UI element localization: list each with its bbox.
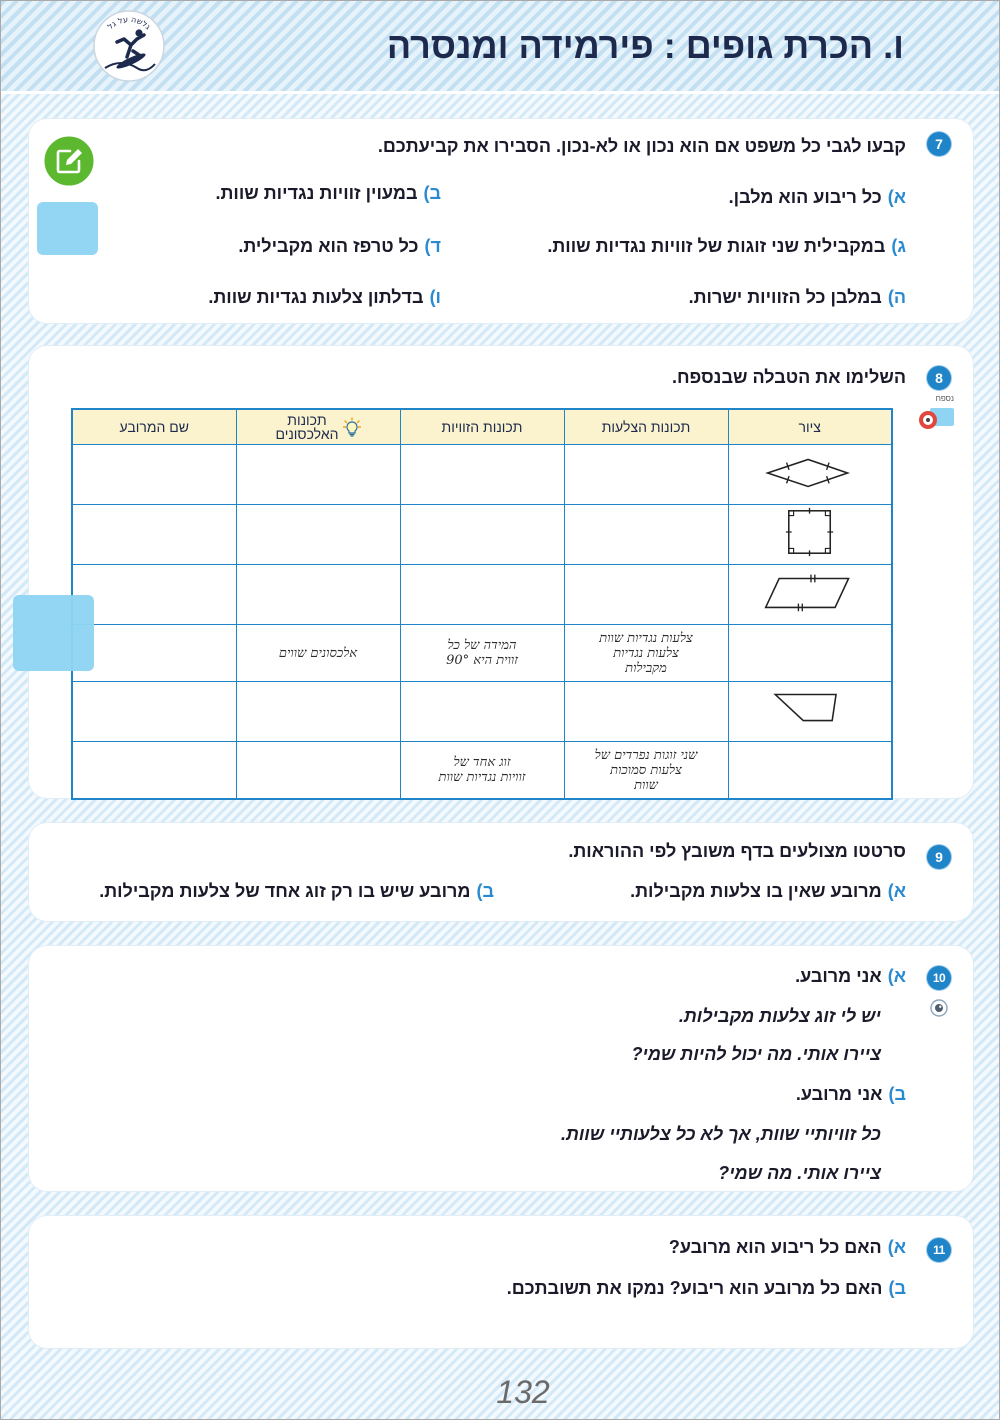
item-text: מרובע שיש בו רק זוג אחד של צלעות מקבילות. xyxy=(99,881,471,901)
header-drawing: ציור xyxy=(728,409,892,445)
name-cell[interactable] xyxy=(72,742,236,800)
exercise-10-panel xyxy=(29,946,973,1191)
appendix-icon[interactable] xyxy=(914,396,956,436)
item-d xyxy=(238,235,441,257)
logo-text: גלשה על גל xyxy=(105,14,153,32)
exercise-number: 10 xyxy=(927,966,951,990)
pencil-edit-icon[interactable] xyxy=(40,132,98,190)
table-header-row xyxy=(72,409,892,445)
parallelogram-drawing xyxy=(730,565,890,619)
sides-cell[interactable]: צלעות נגדיות שוות צלעות נגדיות מקבילות xyxy=(564,625,728,682)
item-text: כל טרפז הוא מקבילית. xyxy=(238,236,419,256)
item-b xyxy=(99,880,494,902)
part-a-line-1: יש לי זוג צלעות מקבילות. xyxy=(678,1006,881,1026)
header-name: שם המרובע xyxy=(72,409,236,445)
item-text: אני מרובע. xyxy=(795,1084,883,1104)
quadrilaterals-table xyxy=(71,408,893,800)
exercise-11-panel xyxy=(29,1216,973,1348)
angles-cell[interactable] xyxy=(400,505,564,565)
header-angles: תכונות הזוויות xyxy=(400,409,564,445)
item-label: א) xyxy=(887,966,906,986)
page-title: ו. הכרת גופים : פירמידה ומנסרה xyxy=(386,25,904,66)
item-text: כל ריבוע הוא מלבן. xyxy=(728,187,882,207)
item-label: ו) xyxy=(429,287,441,307)
item-c xyxy=(547,235,906,257)
item-label: ג) xyxy=(891,236,906,256)
page-header xyxy=(1,1,999,94)
item-a xyxy=(729,186,906,208)
drawing-cell xyxy=(728,682,892,742)
eye-icon[interactable] xyxy=(930,999,948,1017)
table-row xyxy=(72,682,892,742)
drawing-cell xyxy=(728,445,892,505)
table-row xyxy=(72,505,892,565)
answer-box-2[interactable] xyxy=(13,595,94,671)
item-label: א) xyxy=(887,187,906,207)
header-sides: תכונות הצלעות xyxy=(564,409,728,445)
diagonals-cell[interactable] xyxy=(236,565,400,625)
drawing-cell xyxy=(728,565,892,625)
item-text: מרובע שאין בו צלעות מקבילות. xyxy=(630,881,882,901)
diagonals-cell[interactable]: אלכסונים שווים xyxy=(236,625,400,682)
table-row xyxy=(72,565,892,625)
surfer-logo-icon xyxy=(91,8,167,84)
diagonals-cell[interactable] xyxy=(236,445,400,505)
lightbulb-icon xyxy=(343,417,361,437)
part-a-line-2: ציירו אותי. מה יכול להיות שמי? xyxy=(631,1044,881,1064)
exercise-number: 11 xyxy=(927,1238,951,1262)
item-label: ד) xyxy=(424,236,441,256)
item-a xyxy=(630,880,906,902)
exercise-number: 7 xyxy=(927,132,951,156)
item-label: ב) xyxy=(423,183,441,203)
square-drawing xyxy=(730,505,890,559)
exercise-number: 8 xyxy=(927,366,951,390)
exercise-9-panel xyxy=(29,823,973,921)
answer-box-1[interactable] xyxy=(37,202,98,255)
header-diagonals: תכונות האלכסונים xyxy=(275,412,339,442)
item-label: ב) xyxy=(476,881,494,901)
item-label: ב) xyxy=(888,1278,906,1298)
angles-cell[interactable] xyxy=(400,445,564,505)
sides-cell[interactable] xyxy=(564,445,728,505)
part-b-title xyxy=(796,1083,906,1105)
angles-cell[interactable] xyxy=(400,682,564,742)
table-row xyxy=(72,742,892,800)
trapezoid-drawing xyxy=(730,682,890,736)
exercise-7-instruction: קבעו לגבי כל משפט אם הוא נכון או לא-נכון. הסבירו את קביעתכם. xyxy=(377,136,906,156)
exercise-9-instruction: סרטטו מצולעים בדף משובץ לפי ההוראות. xyxy=(568,841,906,861)
exercise-7-panel xyxy=(29,119,973,323)
name-cell[interactable] xyxy=(72,625,236,682)
name-cell[interactable] xyxy=(72,682,236,742)
item-text: במעוין זוויות נגדיות שוות. xyxy=(215,183,418,203)
item-text: האם כל ריבוע הוא מרובע? xyxy=(668,1237,882,1257)
diagonals-cell[interactable] xyxy=(236,742,400,800)
diagonals-cell[interactable] xyxy=(236,682,400,742)
exercise-8-panel xyxy=(29,346,973,798)
name-cell[interactable] xyxy=(72,565,236,625)
drawing-cell[interactable] xyxy=(728,625,892,682)
item-label: ב) xyxy=(888,1084,906,1104)
item-b xyxy=(507,1277,906,1299)
item-a xyxy=(669,1236,906,1258)
appendix-label: נספח xyxy=(935,394,954,403)
part-b-line-1: כל זוויותיי שוות, אך לא כל צלעותיי שוות. xyxy=(560,1124,881,1144)
item-text: במלבן כל הזוויות ישרות. xyxy=(688,287,882,307)
angles-cell[interactable]: זוג אחד של זוויות נגדיות שוות xyxy=(400,742,564,800)
part-a-title xyxy=(795,965,906,987)
item-text: אני מרובע. xyxy=(795,966,882,986)
sides-cell[interactable] xyxy=(564,565,728,625)
exercise-8-instruction: השלימו את הטבלה שבנספח. xyxy=(671,367,906,387)
drawing-cell xyxy=(728,505,892,565)
table-row xyxy=(72,625,892,682)
header-diagonals-cell xyxy=(236,409,400,445)
diagonals-cell[interactable] xyxy=(236,505,400,565)
sides-cell[interactable] xyxy=(564,505,728,565)
item-label: א) xyxy=(887,881,906,901)
table-row xyxy=(72,445,892,505)
page-number: 132 xyxy=(496,1374,550,1410)
drawing-cell[interactable] xyxy=(728,742,892,800)
item-text: בדלתון צלעות נגדיות שוות. xyxy=(208,287,424,307)
name-cell[interactable] xyxy=(72,505,236,565)
item-label: א) xyxy=(887,1237,906,1257)
sides-cell[interactable]: שני זוגות נפרדים של צלעות סמוכות שוות xyxy=(564,742,728,800)
item-b xyxy=(215,182,441,204)
item-e xyxy=(689,286,906,308)
part-b-line-2: ציירו אותי. מה שמי? xyxy=(718,1163,881,1183)
rhombus-drawing xyxy=(730,445,890,499)
item-text: במקבילית שני זוגות של זוויות נגדיות שוות. xyxy=(547,236,886,256)
item-f xyxy=(208,286,441,308)
sides-cell[interactable] xyxy=(564,682,728,742)
name-cell[interactable] xyxy=(72,445,236,505)
exercise-number: 9 xyxy=(927,845,951,869)
item-text: האם כל מרובע הוא ריבוע? נמקו את תשובתכם. xyxy=(506,1278,883,1298)
item-label: ה) xyxy=(887,287,906,307)
angles-cell[interactable]: המידה של כל זווית היא 90° xyxy=(400,625,564,682)
angles-cell[interactable] xyxy=(400,565,564,625)
